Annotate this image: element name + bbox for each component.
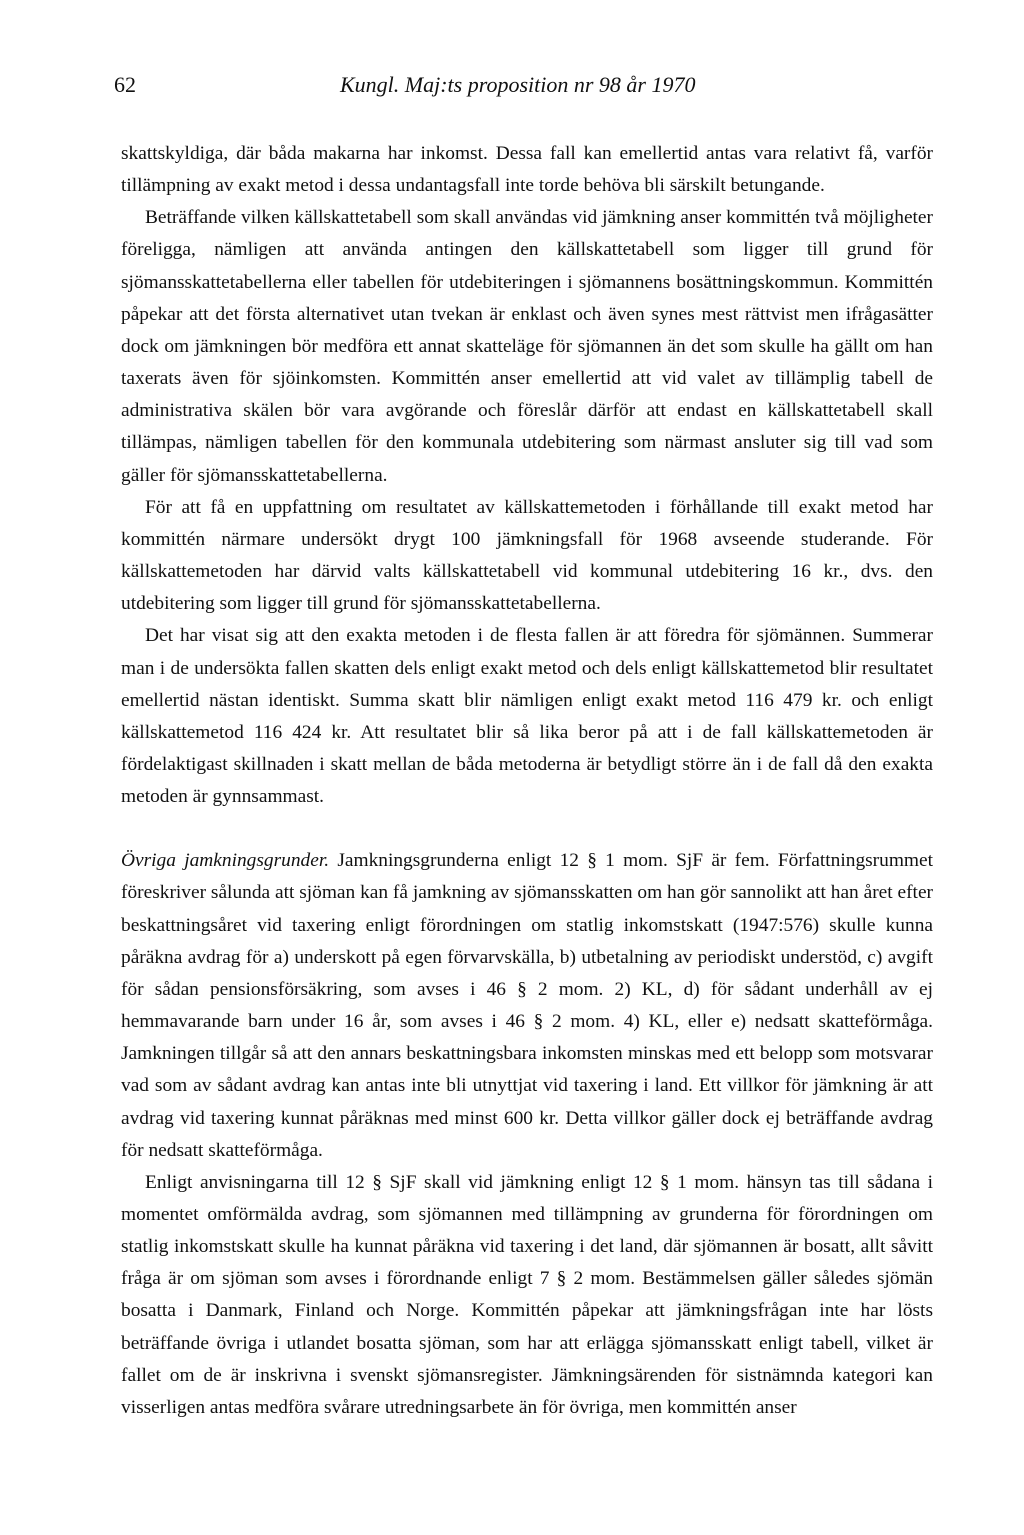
paragraph-5 — [121, 845, 933, 1167]
running-title: Kungl. Maj:ts proposition nr 98 år 1970 — [340, 72, 696, 97]
paragraph-5-text: Jamkningsgrunderna enligt 12 § 1 mom. SjF är fem. Författningsrummet föreskriver sålunda att sjöman kan få jamkning av sjömansskatten om han gör sannolikt att han året efter beskattningsåret vid taxering enligt förordningen om statlig inkomstskatt (1947:576) skulle kunna påräkna avdrag för a) underskott på egen förvarvskälla, b) utbetalning av periodiskt understöd, c) avgift för sådan pensionsförsäkring, som avses i 46 § 2 mom. 2) KL, d) för sådant underhåll av ej hemmavarande barn under 16 år, som avses i 46 § 2 mom. 4) KL, eller e) nedsatt skatteförmåga. Jamkningen tillgår så att den annars beskattningsbara inkomsten minskas med ett belopp som motsvarar vad som av sådant avdrag kan antas inte bli utnyttjat vid taxering i land. Ett villkor för jämkning är att avdrag vid taxering kunnat påräknas med minst 600 kr. Detta villkor gäller dock ej beträffande avdrag för nedsatt skatteförmåga. — [121, 850, 934, 1161]
page-header — [114, 72, 754, 106]
page-number: 62 — [114, 72, 136, 97]
paragraph-1: skattskyldiga, där båda makarna har inkomst. Dessa fall kan emellertid antas vara relativt få, varför tillämpning av exakt metod i dessa undantagsfall inte torde behöva bli särskilt betungande. — [121, 143, 933, 197]
section-heading: Övriga jamkningsgrunder. — [121, 850, 330, 872]
body-text — [121, 138, 933, 1424]
paragraph-6: Enligt anvisningarna till 12 § SjF skall vid jämkning enligt 12 § 1 mom. hänsyn tas till sådana i momentet omförmälda avdrag, som sjömannen med tillämpning av grunderna för förordningen om statlig inkomstskatt skulle ha kunnat påräkna vid taxering i det land, där sjömannen är bosatt, allt såvitt fråga är om sjöman som avses i förordnande enligt 7 § 2 mom. Bestämmelsen gäller således sjömän bosatta i Danmark, Finland och Norge. Kommittén påpekar att jämkningsfrågan inte har lösts beträffande övriga i utlandet bosatta sjöman, som har att erlägga sjömansskatt enligt tabell, vilket är fallet om de är inskrivna i svenskt sjömansregister. Jämkningsärenden för sistnämnda kategori kan visserligen antas medföra svårare utredningsarbete än för övriga, men kommittén anser — [121, 1171, 933, 1418]
paragraph-3: För att få en uppfattning om resultatet av källskattemetoden i förhållande till exakt metod har kommittén närmare undersökt drygt 100 jämkningsfall för 1968 avseende studerande. För källskattemetoden har därvid valts källskattetabell vid kommunal utdebitering 16 kr., dvs. den utdebitering som ligger till grund för sjömansskattetabellerna. — [121, 496, 933, 615]
paragraph-2: Beträffande vilken källskattetabell som skall användas vid jämkning anser kommittén två möjligheter föreligga, nämligen att använda antingen den källskattetabell som ligger till grund för sjömansskattetabellerna eller tabellen för utdebiteringen i sjömannens bosättningskommun. Kommittén påpekar att det första alternativet utan tvekan är enklast och även synes mest rättvist men ifrågasätter dock om jämkningen bör medföra ett annat skatteläge för sjömannen än det som skulle ha gällt om han taxerats även för sjöinkomsten. Kommittén anser emellertid att vid valet av tillämplig tabell de administrativa skälen bör vara avgörande och föreslår därför att endast en källskattetabell skall tillämpas, nämligen tabellen för den kommunala utdebitering som närmast ansluter sig till vad som gäller för sjömansskattetabellerna. — [121, 207, 933, 486]
paragraph-4: Det har visat sig att den exakta metoden i de flesta fallen är att föredra för sjömännen. Summerar man i de undersökta fallen skatten dels enligt exakt metod och dels enligt källskattemetod blir resultatet emellertid nästan identiskt. Summa skatt blir nämligen enligt exakt metod 116 479 kr. och enligt källskattemetod 116 424 kr. Att resultatet blir så lika beror på att i de fall källskattemetoden är fördelaktigast skillnaden i skatt mellan de båda metoderna är betydligt större än i de fall då den exakta metoden är gynnsammast. — [121, 625, 933, 808]
